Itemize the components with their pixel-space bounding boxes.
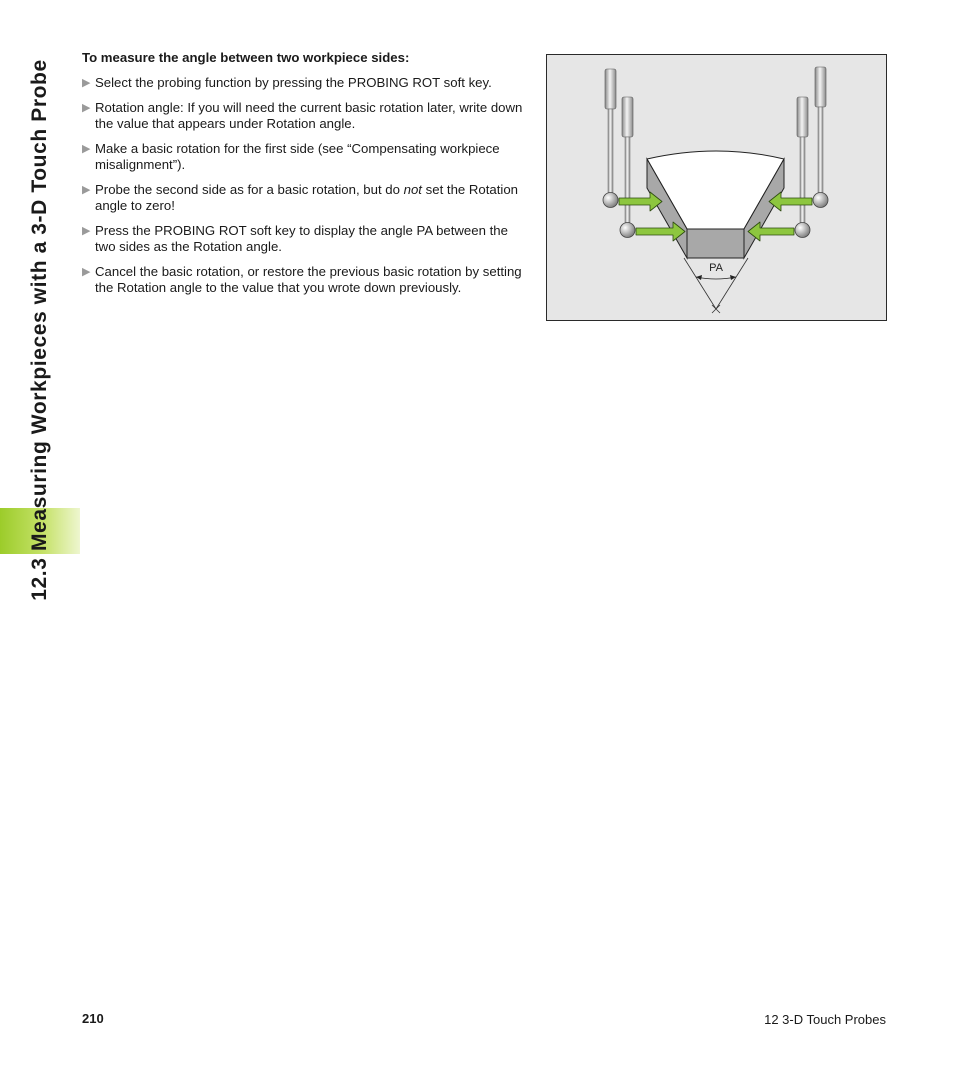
instructions-heading: To measure the angle between two workpiece sides: xyxy=(82,50,410,65)
triangle-right-icon: ▶ xyxy=(82,184,91,196)
page-number: 210 xyxy=(82,1011,104,1026)
step-4 xyxy=(82,182,527,214)
step-emphasis: not xyxy=(403,182,422,197)
step-text-after: set the Rotation angle to zero! xyxy=(95,182,519,213)
step-text: Cancel the basic rotation, or restore the previous basic rotation by setting the Rotation angle to the value that you wrote down previously. xyxy=(95,264,522,295)
step-text: Press the PROBING ROT soft key to display the angle PA between the two sides as the Rotation angle. xyxy=(95,223,508,254)
probe-angle-illustration xyxy=(546,54,887,321)
triangle-right-icon: ▶ xyxy=(82,77,91,89)
triangle-right-icon: ▶ xyxy=(82,225,91,237)
step-5 xyxy=(82,223,527,255)
triangle-right-icon: ▶ xyxy=(82,266,91,278)
probe-right-inner xyxy=(795,97,810,238)
illustration-svg xyxy=(547,55,886,320)
probe-left-inner xyxy=(620,97,635,238)
step-3 xyxy=(82,141,527,173)
step-text: Select the probing function by pressing the PROBING ROT soft key. xyxy=(95,75,492,90)
instructions xyxy=(82,50,527,305)
sidebar xyxy=(0,0,80,1091)
step-1 xyxy=(82,75,527,91)
probe-left-outer xyxy=(603,69,618,208)
step-text: Rotation angle: If you will need the current basic rotation later, write down the value that appears under Rotation angle. xyxy=(95,100,523,131)
triangle-right-icon: ▶ xyxy=(82,143,91,155)
chapter-label: 12 3-D Touch Probes xyxy=(764,1012,886,1027)
probe-right-outer xyxy=(813,67,828,208)
workpiece xyxy=(647,151,784,258)
step-text-before: Probe the second side as for a basic rotation, but do xyxy=(95,182,404,197)
step-2 xyxy=(82,100,527,132)
triangle-right-icon: ▶ xyxy=(82,102,91,114)
step-6 xyxy=(82,264,527,296)
step-text: Make a basic rotation for the first side (see “Compensating workpiece misalignment”). xyxy=(95,141,500,172)
angle-label: PA xyxy=(709,262,723,274)
section-title: 12.3 Measuring Workpieces with a 3-D Touch Probe xyxy=(28,59,51,601)
